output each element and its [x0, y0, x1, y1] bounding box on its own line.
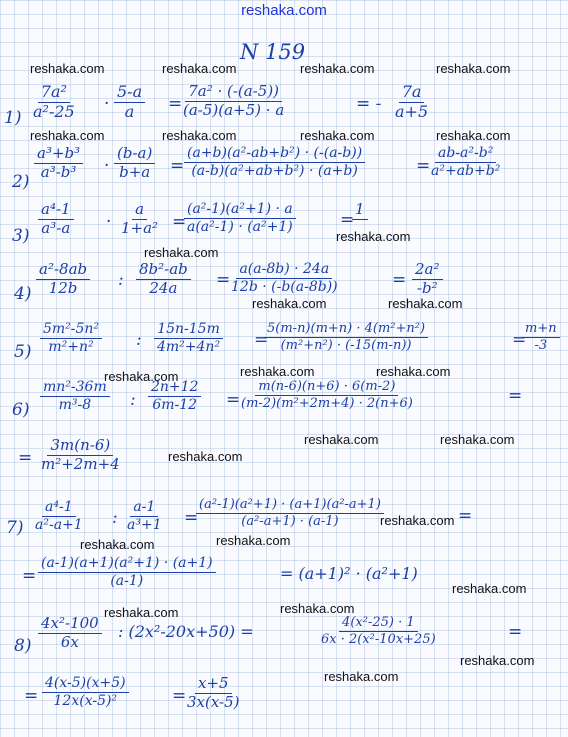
exercise-label: 5) — [14, 342, 32, 362]
exercise-label: 1) — [4, 108, 22, 128]
fraction: $\frac{x+5}{3x(x-5)}$ — [187, 674, 240, 711]
fraction: $\frac{\text{a³+b³}}{\text{a³-b³}}$ — [34, 146, 83, 181]
watermark: reshaka.com — [324, 669, 399, 684]
fraction: $\frac{\text{a⁴-1}}{\text{a³-a}}$ — [38, 202, 74, 237]
watermark: reshaka.com — [30, 128, 105, 143]
equals-sign: = — [226, 390, 241, 410]
fraction: $\frac{\text{(a+b)(a²-ab+b²) · (-(a-b))}}{\text{(a-b)(a²+ab+b²) · (a+b)}}$ — [184, 146, 365, 178]
fraction: $\frac{\text{2a²}}{\text{-b²}}$ — [412, 262, 443, 297]
watermark: reshaka.com — [30, 61, 105, 76]
watermark: reshaka.com — [168, 449, 243, 464]
equals-sign: = - — [356, 94, 382, 114]
site-header[interactable]: reshaka.com — [241, 2, 327, 19]
fraction: $\frac{2n+12}{6m-12}$ — [148, 380, 201, 412]
watermark: reshaka.com — [388, 296, 463, 311]
operator: · — [106, 212, 112, 232]
equals-sign: = — [392, 270, 407, 290]
watermark: reshaka.com — [144, 245, 219, 260]
equals-sign: = — [340, 210, 355, 230]
operator: : (2x²-20x+50) = — [118, 622, 254, 641]
exercise-label: 2) — [12, 172, 30, 192]
fraction: $\frac{\text{ab-a²-b²}}{\text{a²+ab+b²}}$ — [431, 145, 501, 179]
problem-number: N 159 — [240, 40, 306, 64]
fraction: $\frac{\text{mn²-36m}}{\text{m³-8}}$ — [40, 380, 110, 412]
watermark: reshaka.com — [162, 61, 237, 76]
fraction: $\frac{a-1}{\text{a³+1}}$ — [127, 499, 162, 533]
equals-sign: = — [216, 270, 231, 290]
result-expression: = (a+1)² · (a²+1) — [280, 564, 418, 583]
fraction: $\frac{\text{a⁴-1}}{\text{a²-a+1}}$ — [35, 499, 83, 533]
fraction: $\frac{\text{(a²-1)(a²+1) · a}}{\text{a(a²-1) · (a²+1)}}$ — [184, 202, 296, 234]
fraction: $\frac{\text{5m²-5n²}}{\text{m²+n²}}$ — [40, 322, 102, 354]
fraction: $\frac{\text{4(x²-25) · 1}}{\text{6x · 2(x²-10x+25)}}$ — [321, 615, 436, 647]
operator: : — [130, 390, 136, 410]
equals-sign: = — [168, 94, 183, 114]
watermark: reshaka.com — [240, 364, 315, 379]
fraction: $\frac{\text{7a²}}{\text{a²-25}}$ — [33, 82, 75, 121]
fraction: $\frac{a(a-8b) \cdot 24a}{12b \cdot (-b(a-8b))}$ — [231, 261, 338, 295]
exercise-label: 6) — [12, 400, 30, 420]
watermark: reshaka.com — [460, 653, 535, 668]
fraction: $\frac{a}{\text{1+a²}}$ — [121, 200, 159, 237]
watermark: reshaka.com — [216, 533, 291, 548]
operator: : — [112, 508, 118, 528]
watermark: reshaka.com — [104, 369, 179, 384]
fraction: $\frac{\text{8b²-ab}}{24a}$ — [136, 262, 191, 297]
exercise-label: 3) — [12, 226, 30, 246]
operator: · — [104, 156, 110, 176]
watermark: reshaka.com — [436, 128, 511, 143]
watermark: reshaka.com — [380, 513, 455, 528]
fraction: $\frac{m(n-6)(n+6) \cdot 6(m-2)}{\text{(m-2)(m²+2m+4) · 2(n+6)}}$ — [241, 379, 413, 411]
exercise-label: 7) — [6, 518, 24, 538]
watermark: reshaka.com — [452, 581, 527, 596]
equals-sign: = — [512, 330, 527, 350]
operator: : — [118, 270, 124, 290]
exercise-label: 8) — [14, 636, 32, 656]
equals-sign: = — [508, 622, 523, 642]
fraction: $\frac{\text{(a-1)(a+1)(a²+1) · (a+1)}}{(a-1)}$ — [38, 556, 216, 588]
fraction: $\frac{\text{(a²-1)(a²+1) · (a+1)(a²-a+1)}}{\text{(a²-a+1) · (a-1)}}$ — [196, 498, 384, 528]
equals-sign: = — [18, 448, 33, 468]
watermark: reshaka.com — [436, 61, 511, 76]
equals-sign: = — [416, 156, 431, 176]
watermark: reshaka.com — [252, 296, 327, 311]
fraction: $\frac{\text{7a² · (-(a-5))}}{(a-5)(a+5) \cdot a}$ — [183, 82, 285, 119]
operator: : — [136, 330, 142, 350]
equals-sign: = — [184, 508, 199, 528]
equals-sign: = — [172, 686, 187, 706]
watermark: reshaka.com — [440, 432, 515, 447]
watermark: reshaka.com — [300, 128, 375, 143]
fraction: $\frac{7a}{a+5}$ — [395, 82, 429, 121]
fraction: 1 — [352, 202, 368, 221]
equals-sign: = — [170, 156, 185, 176]
fraction: $\frac{4(x-5)(x+5)}{\text{12x(x-5)²}}$ — [42, 676, 129, 708]
exercise-label: 4) — [14, 284, 32, 304]
watermark: reshaka.com — [376, 364, 451, 379]
watermark: reshaka.com — [104, 605, 179, 620]
operator: · — [104, 94, 110, 114]
equals-sign: = — [172, 212, 187, 232]
fraction: $\frac{(b-a)}{b+a}$ — [114, 146, 155, 181]
fraction: $\frac{\text{5(m-n)(m+n) · 4(m²+n²)}}{\text{(m²+n²) · (-15(m-n))}}$ — [264, 322, 428, 352]
equals-sign: = — [24, 686, 39, 706]
fraction: $\frac{\text{4x²-100}}{6x}$ — [38, 616, 102, 651]
watermark: reshaka.com — [304, 432, 379, 447]
fraction: $\frac{3m(n-6)}{\text{m²+2m+4}}$ — [41, 436, 120, 473]
watermark: reshaka.com — [336, 229, 411, 244]
equals-sign: = — [254, 330, 269, 350]
equals-sign: = — [508, 386, 523, 406]
fraction: $\frac{15n-15m}{\text{4m²+4n²}}$ — [154, 322, 223, 354]
watermark: reshaka.com — [280, 601, 355, 616]
fraction: $\frac{\text{a²-8ab}}{12b}$ — [36, 262, 90, 297]
watermark: reshaka.com — [80, 537, 155, 552]
equals-sign: = — [22, 566, 37, 586]
fraction: $\frac{5-a}{a}$ — [114, 84, 145, 121]
watermark: reshaka.com — [162, 128, 237, 143]
watermark: reshaka.com — [300, 61, 375, 76]
equals-sign: = — [458, 506, 473, 526]
fraction: $\frac{m+n}{-3}$ — [522, 322, 560, 352]
